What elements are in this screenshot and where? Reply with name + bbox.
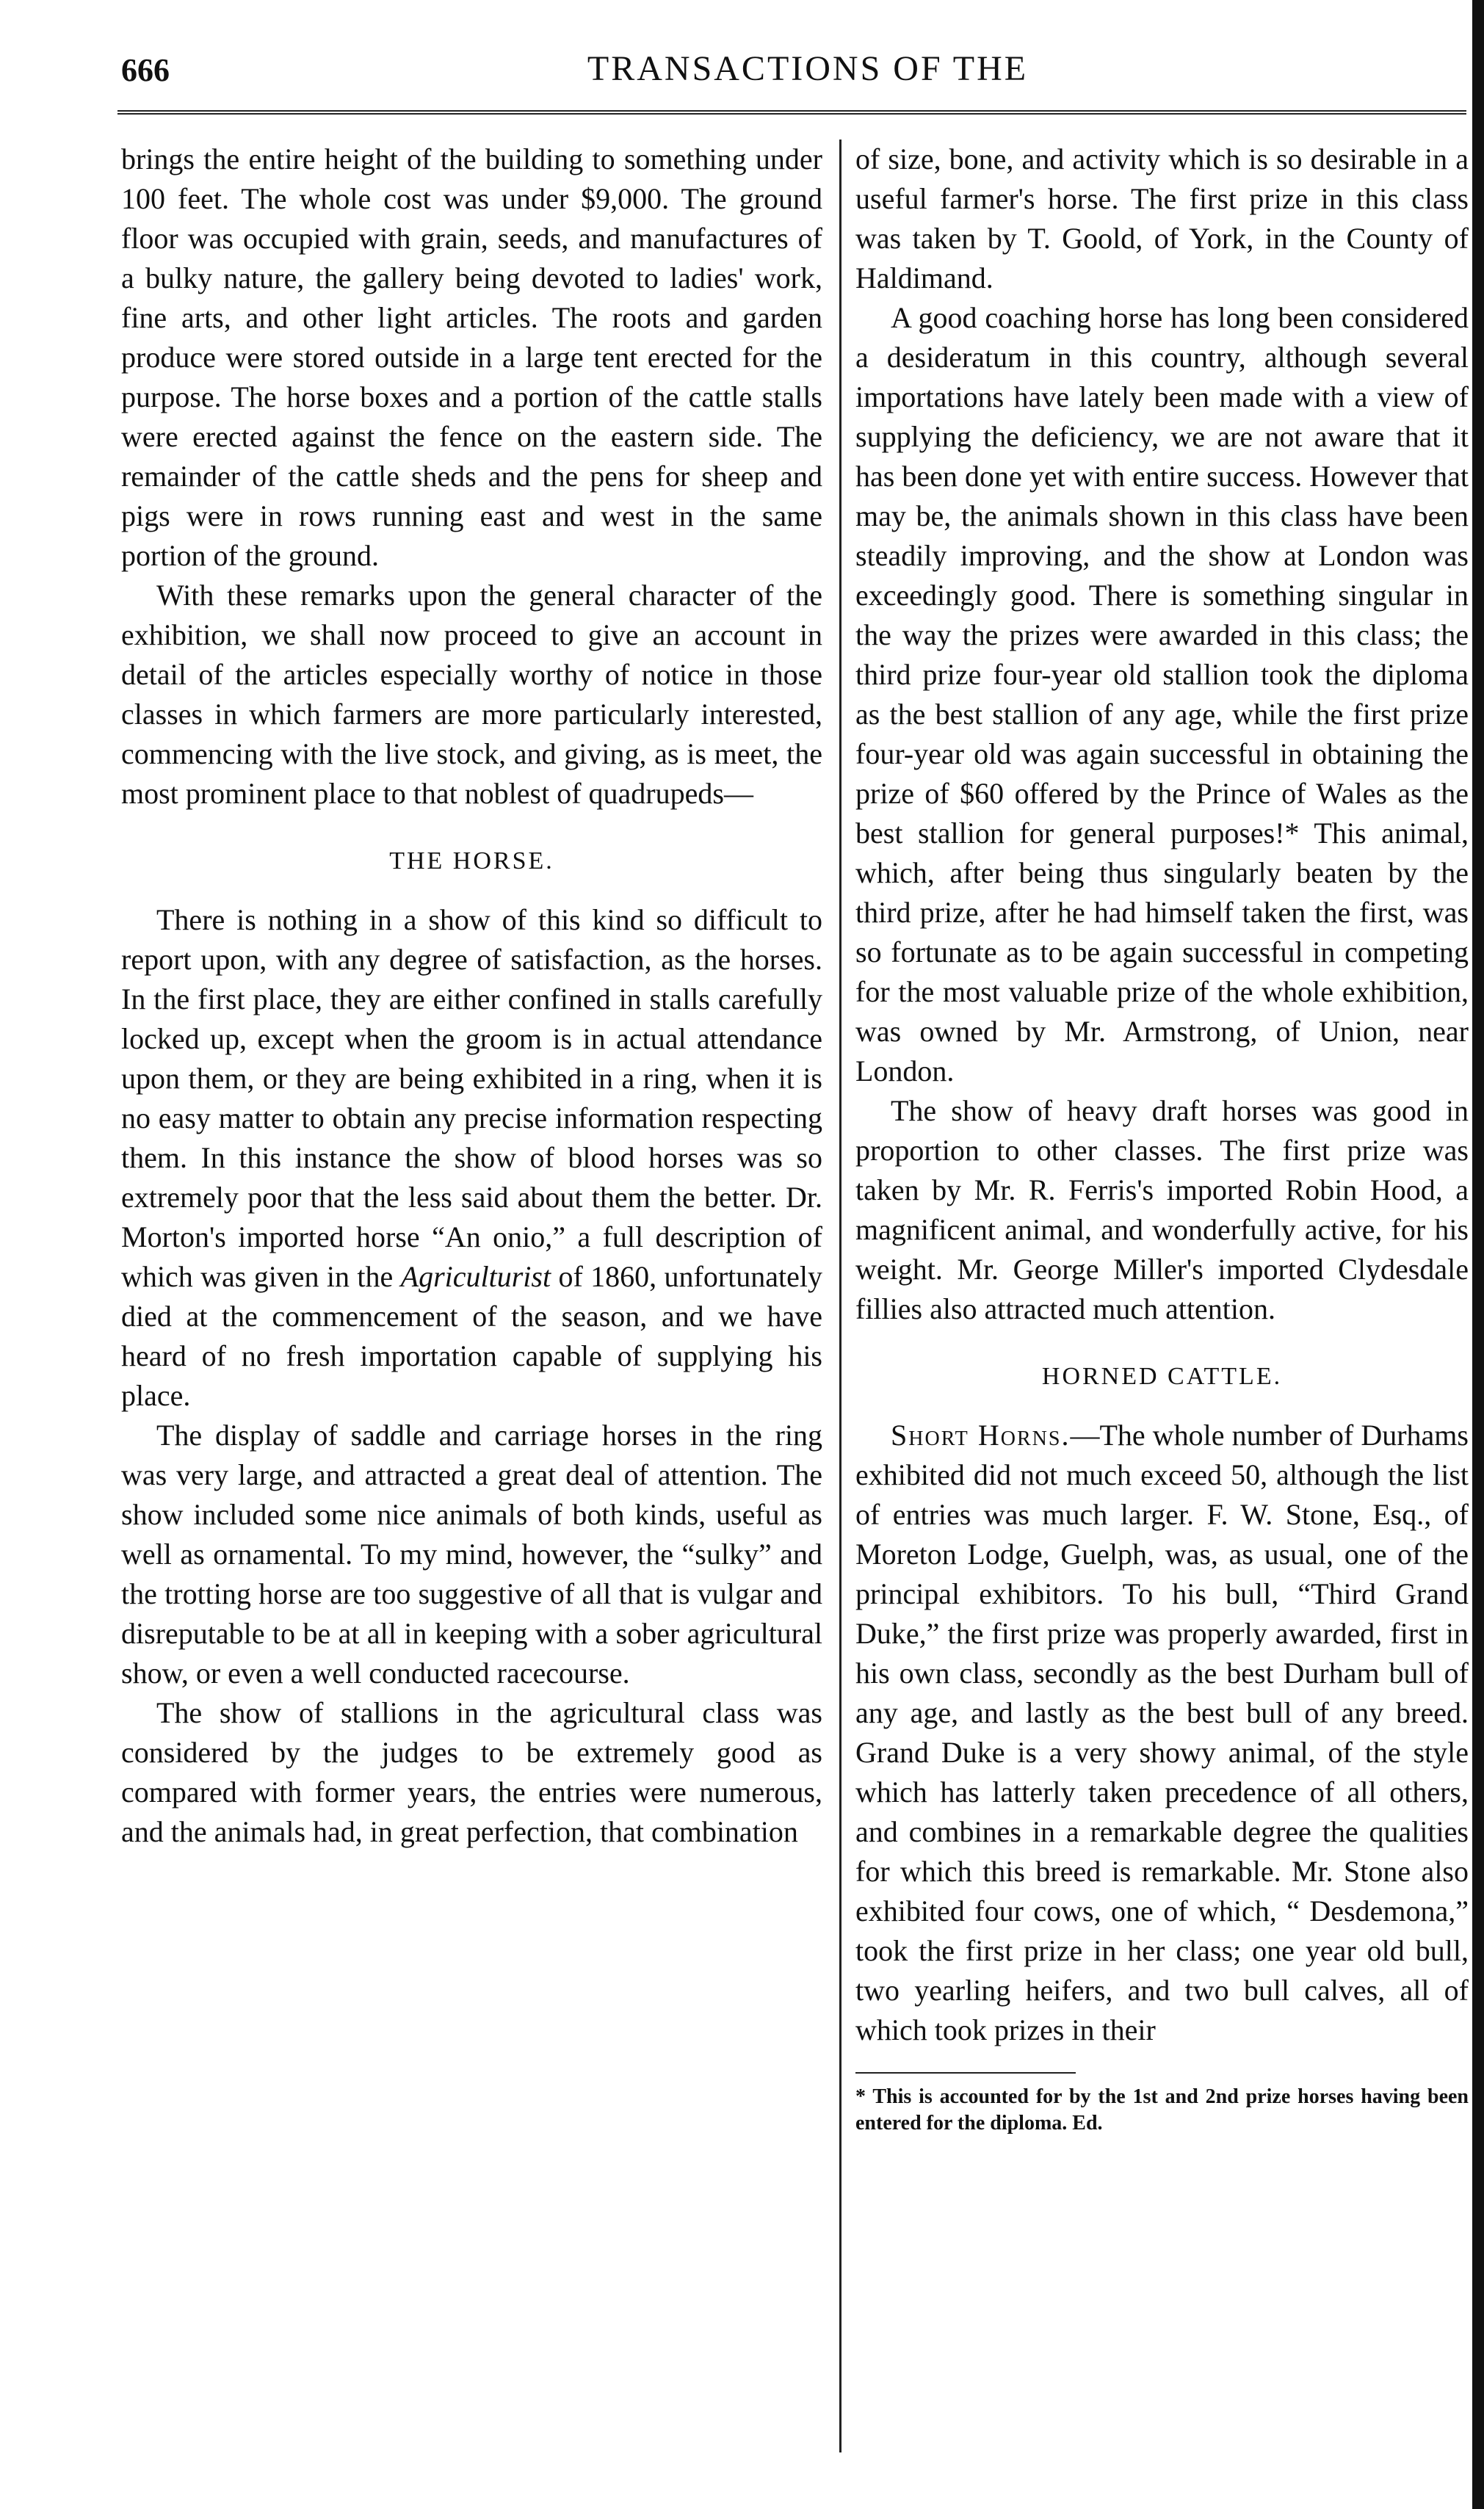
- footnote: * This is accounted for by the 1st and 2nd prize horses having been entered for the diploma. Ed.: [855, 2085, 1469, 2135]
- paragraph: A good coaching horse has long been considered a desideratum in this country, although several importations have lately been made with a view of supplying the deficiency, we are not aware that it has been done yet with entire success. However that may be, the animals shown in this class have been steadily improving, and the show at London was exceedingly good. There is something singular in the way the prizes were awarded in this class; the third prize four-year old stallion took the diploma as the best stallion of any age, while the first prize four-year old was again successful in obtaining the prize of $60 offered by the Prince of Wales as the best stallion for general purposes!* This animal, which, after being thus singularly beaten by the third prize, after he had himself taken the first, was so fortunate as to be again successful in competing for the most valuable prize of the whole exhibition, was owned by Mr. Armstrong, of Union, near London.: [855, 301, 1469, 1087]
- paragraph: The display of saddle and carriage horses in the ring was very large, and attracted a great deal of attention. The show included some nice animals of both kinds, useful as well as ornamental. To my mind, however, the “sulky” and the trotting horse are too suggestive of all that is vulgar and disreputable to be at all in keeping with a sober agricultural show, or even a well conducted racecourse.: [121, 1419, 822, 1690]
- paragraph: The show of heavy draft horses was good in proportion to other classes. The first prize was taken by Mr. R. Ferris's imported Robin Hood, a magnificent animal, and wonderfully active, for his weight. Mr. George Miller's imported Clydesdale fillies also attracted much attention.: [855, 1094, 1469, 1325]
- paragraph-text: of 1860, unfortunately died at the commencement of the season, and we have heard of no fresh importation capable of supplying his place.: [121, 1260, 822, 1412]
- section-heading-cattle: HORNED CATTLE.: [1041, 1363, 1283, 1390]
- paragraph: brings the entire height of the building to something under 100 feet. The whole cost was under $9,000. The ground floor was occupied with grain, seeds, and manufactures of a bulky nature, the gallery being devoted to ladies' work, fine arts, and other light articles. The roots and garden produce were stored outside in a large tent erected for the purpose. The horse boxes and a portion of the cattle stalls were erected against the fence on the eastern side. The remainder of the cattle sheds and the pens for sheep and pigs were in rows running east and west in the same portion of the ground.: [121, 142, 822, 572]
- right-edge-bar: [1472, 0, 1484, 2509]
- paragraph-text: —The whole number of Durhams exhibited did not much exceed 50, although the list of entries was much larger. F. W. Stone, Esq., of Moreton Lodge, Guelph, was, as usual, one of the principal exhibitors. To his bull, “Third Grand Duke,” the first prize was properly awarded, first in his own class, secondly as the best Durham bull of any age, and lastly as the best bull of any breed. Grand Duke is a very showy animal, of the style which has latterly taken precedence of all others, and combines in a remarkable degree the qualities for which this breed is remarkable. Mr. Stone also exhibited four cows, one of which, “ Desdemona,” took the first prize in her class; one year old bull, two yearling heifers, and two bull calves, all of which took prizes in their: [855, 1419, 1469, 2046]
- footnote-rule: [855, 2072, 1076, 2074]
- left-column: [121, 140, 822, 1852]
- section-heading-horse: THE HORSE.: [389, 847, 554, 875]
- right-column: [855, 140, 1469, 2137]
- paragraph: The show of stallions in the agricultural class was considered by the judges to be extremely good as compared with former years, the entries were numerous, and the animals had, in great perfection, that combination: [121, 1696, 822, 1848]
- subsection-lead: Short Horns.: [891, 1419, 1071, 1452]
- paragraph: [121, 900, 822, 1416]
- paragraph: [855, 1416, 1469, 2050]
- running-head: TRANSACTIONS OF THE: [587, 49, 1029, 88]
- paragraph-text: There is nothing in a show of this kind so difficult to report upon, with any degree of satisfaction, as the horses. In the first place, they are either confined in stalls carefully locked up, except when the groom is in actual attendance upon them, or they are being exhibited in a ring, when it is no easy matter to obtain any precise information respecting them. In this instance the show of blood horses was so extremely poor that the less said about them the better. Dr. Morton's imported horse “An onio,” a full description of which was given in the: [121, 903, 822, 1293]
- page-number: 666: [121, 52, 170, 88]
- paragraph: of size, bone, and activity which is so desirable in a useful farmer's horse. The first prize in this class was taken by T. Goold, of York, in the County of Haldimand.: [855, 142, 1469, 294]
- journal-title: Agriculturist: [400, 1260, 551, 1293]
- column-divider: [839, 140, 841, 2452]
- paragraph: With these remarks upon the general character of the exhibition, we shall now proceed to give an account in detail of the articles especially worthy of notice in those classes in which farmers are more particularly interested, commencing with the live stock, and giving, as is meet, the most prominent place to that noblest of quadrupeds—: [121, 579, 822, 810]
- header-rule: [117, 110, 1466, 115]
